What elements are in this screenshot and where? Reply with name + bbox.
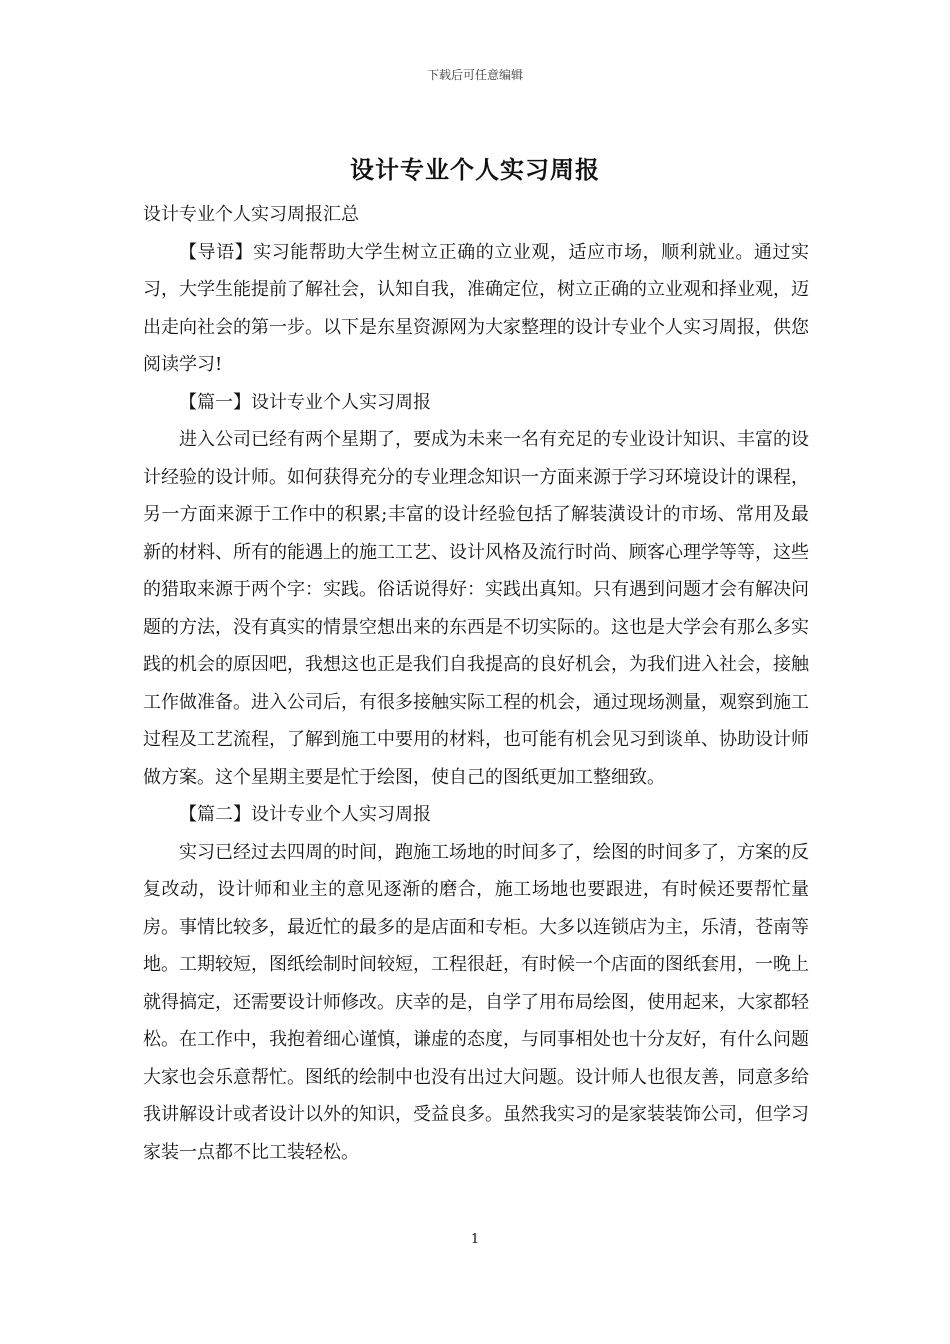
section-heading-2: 【篇二】设计专业个人实习周报 (179, 804, 431, 825)
section-heading-1: 【篇一】设计专业个人实习周报 (179, 391, 431, 413)
section-body-1: 进入公司已经有两个星期了，要成为未来一名有充足的专业设计知识、丰富的设计经验的设计师。如何获得充分的专业理念知识一方面来源于学习环境设计的课程，另一方面来源于工作中的积累;丰富的设计经验包括了解装潢设计的市场、常用及最新的材料、所有的能遇上的施工工艺、设计风格及流行时尚、顾客心理学等等，这些的猎取来源于两个字：实践。俗话说得好：实践出真知。只有遇到问题才会有解决问题的方法，没有真实的情景空想出来的东西是不切实际的。这也是大学会有那么多实践的机会的原因吧，我想这也正是我们自我提高的良好机会，为我们进入社会，接触工作做准备。进入公司后，有很多接触实际工程的机会，通过现场测量，观察到施工过程及工艺流程，了解到施工中要用的材料，也可能有机会见习到谈单、协助设计师做方案。这个星期主要是忙于绘图，使自己的图纸更加工整细致。 (143, 429, 809, 788)
intro-paragraph: 【导语】实习能帮助大学生树立正确的立业观，适应市场，顺利就业。通过实习，大学生能提前了解社会，认知自我，准确定位，树立正确的立业观和择业观，迈出走向社会的第一步。以下是东星资源网为大家整理的设计专业个人实习周报，供您阅读学习! (143, 241, 809, 375)
section-body-2: 实习已经过去四周的时间，跑施工场地的时间多了，绘图的时间多了，方案的反复改动，设计师和业主的意见逐渐的磨合，施工场地也要跟进，有时候还要帮忙量房。事情比较多，最近忙的最多的是店面和专柜。大多以连锁店为主，乐清，苍南等地。工期较短，图纸绘制时间较短，工程很赶，有时候一个店面的图纸套用，一晚上就得搞定，还需要设计师修改。庆幸的是，自学了用布局绘图，使用起来，大家都轻松。在工作中，我抱着细心谨慎，谦虚的态度，与同事相处也十分友好，有什么问题大家也会乐意帮忙。图纸的绘制中也没有出过大问题。设计师人也很友善，同意多给我讲解设计或者设计以外的知识，受益良多。虽然我实习的是家装装饰公司，但学习家装一点都不比工装轻松。 (143, 841, 809, 1163)
document-body (143, 196, 809, 1171)
document-subtitle: 设计专业个人实习周报汇总 (143, 204, 359, 225)
page-title: 设计专业个人实习周报 (350, 155, 600, 184)
page-number: 1 (470, 1232, 480, 1247)
header-note: 下载后可任意编辑 (426, 68, 523, 82)
